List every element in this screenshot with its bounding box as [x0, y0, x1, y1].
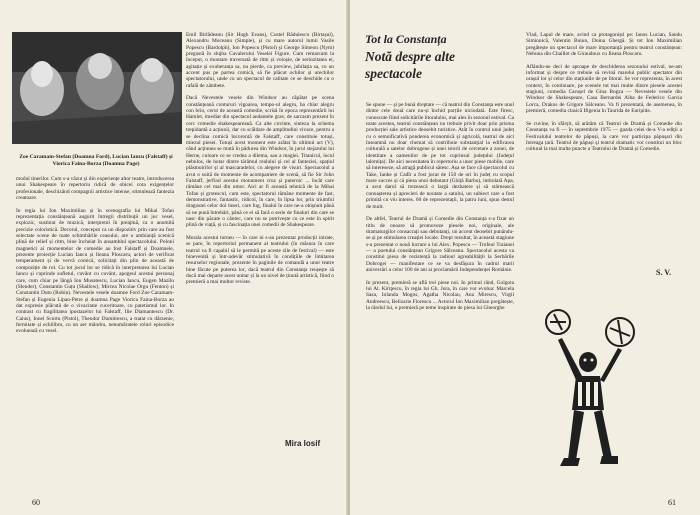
article-title: Notă despre alte spectacole — [365, 49, 455, 81]
page-number-right: 61 — [668, 498, 676, 507]
left-column-1: modul tinerilor. Cum s-a văzut și din experiențe altor teatre, introducerea unui Shakespeare în repertoriu ridică de obicei cota exigențelor profesionale, deschizând compagnii artistice intense, stimulează fantezia creatoare. In regia lui Ion Maximilian și în scenografia lui Mihai Tofan reprezentația constănțeană augurit întregii distribuții un joc vesel, explozic, sustinut de muzică, interpretul în preajmă, ca o anumită precizie coloristică. Decorul, conceput ca un dispozitiv prin care au fost selectate scene de toate schimbările ceasului, are o ambianță scenică plină de relief și ritm, bine încheiat în ansamblul spectacolului. Poloni magnetici ai momentelor de comedie au fost Falstaff și Doamnele, prezente proiecție Lucian Iancu și Ileana Ploscaru, actori de verificat temperament și de vervă comică, solicitați din plin de această de compoziție de rol. Cu tot jocul lor se ridică în interpretarea lui Lucian Iancu și cuprinde sufletul, cuvânt cu cuvânt, apogeul acestui personaj care, cum chiar pe lângă Ion Musatescu, Lucian Iancu, Eugen Mazilu (Slender), Constantin Guțu (Shallow), Mircea Nicolae Orgu (Fenton) și Constantin Dutu (Robin). Nevestele vesele doamne Ford Zoe Caramam-Stefan și Eugenia Lipan-Petre și doamna Page Viorica Faina-Borza au dat expresie plăcută de o vivacitate cuceritoare, cu patetismul lor. In contrast cu fragilitatea ipostazelor lui Falstaff, Ilie Diamantescu (Dr. Caius), Ionel Scurtu (Pistol), Theodor Dumitrescu, a tratat cu dârzenie, fermitate și echilibru, cu un aer mândru, nenumăratele roluri episodice evoluează cu vesel. — [16, 176, 174, 335]
juggler-illustration — [518, 300, 643, 480]
actors-photo-image — [12, 32, 182, 144]
left-page — [0, 0, 348, 515]
left-column-2: Emil Birlădeanu (Sir Hugh Evans), Costel Rădulescu (Birtașul), Alexandru Moceanu (Simple), și cu mare autorul lumii Vasile Popescu (Bardolph), Ion Popescu (Pistol) și George Simeon (Nym) pregustă în slujba Cavalerului Veselei Figure. Cum remarcam la început, o montare traversată de ritm și voioșie, de seriozitatea ei, agitație și exuberanța sa, nu pierde, ca preview, jubilația sa, cu un accent pus pe partea comică, să fie plăcut ochilor și urechilor spectatorului, unde cu un spectacol de calitate ce se deschide cu o rafală de zâmbete. Dacă Nevestele vesele din Windsor au căpătat pe scena constănțeană contururi vigoarea, tempo-ul alegru, ba chiar alegru con brio, cerut de această comedie, scrisă în epoca reprezentării lui Hamlet, imediat din spectacol andantele grav, de sarcasm prezent în cerc comedie shakespeareană. Ca alte cuvinte, sinteza la schema trepidantă a acțiunii, dar cu scăldare de amplitudini vivace, pentru a se declina comică încorontă de Falstaff, care constituie totuși, miezul piesei. Totuși acest moment este arătat în ultimul act (V), când acțiunea se mută în pădurea din Windsor, în jurul stejarului lui Herne, culoare ce se credea a dilema, sau a magiei. Titanicul, locul nebulos, de hotar dintre tărâmul realului și cel al fanteziei, spațiul plăsmuirilor și al mascaradelor, cu alegere de visuri. Spectacolul a avut o suită de momente de acompaniere de scenă, să fie Sir John Falstaff, jerfind acestui monument cruz și puternic ... încât care rămâne cel mai din umor. Aici ar fi această tehnică de la Mihai Tofan și grotescul, cum este, spectatorul rămâne momente de fast, demonstrative, fantastic, ridicol, în care, în lipsa lor, prin triumful dragostei celor doi tineri, care fug, finalul în care ne-a obișnuit până să ne pună întrebări, până ce ei să facă o serie de finaluri din care se nasc din păcate o cântec, care nu se potrivește cu ce este în spirit plină de viață, și cu fascinația unei comedii de Shakespeare. Morala acestui turneu — în care ni s-au prezentat producții intrate, se pare, în repertoriul permanent al teatrului (în măsura în care teatrul va fi capabil să le permită pe aceste zile de festival) — este binevenită și într-adevăr stimulativă în condițiile de limitarea resurselor regionale, prezente în paginile de comandă a unor teatre bine făcute pe puterea lor, dacă teatrul din Constanța reușește să ducă mai departe acest unitar și la un nivel de ținută artistică, fiind o premieră a mai multor reviste. — [186, 32, 334, 286]
author-initials: S. V. — [656, 268, 672, 277]
section-kicker: Tot la Constanța — [365, 32, 447, 46]
author-signature: Mira Iosif — [285, 439, 321, 448]
stage-photo — [12, 32, 182, 144]
right-page — [350, 0, 700, 515]
page-number-left: 60 — [32, 498, 40, 507]
right-column-2: Vlad, Lapul de mare, avind ca protagoniști pe: Ianos Lucian, Sandu Simionică, Valentin Buiun, Doina Ghergă. Și tot Ion Maximilian pregătește un spectacol de mare importanță pentru teatrul constănțean: Nebuna din Chaillot de Giraudoux cu Ileana Ploscaru. Aflându-ne deci de aproape de deschiderea sezonului estival, ne-am informat și despre ce trebuie să revină marelui public spectator din orașul lor și celor din stațiunile de pe litoral. Se vor reprezenta, în acest context, în continuare, pe scenele tot mai multe dintre piesele acestei stagiuni, comedia Carușel de Gina Bogza — Nevestele vesele din Windsor de Shakespeare, Casa Bernardei Alba de Federico Garcia Lorca, Drakos de Grigore Sălceanu. Va fi prezentată, de asemenea, în premieră, comedia clasică Ifigenia în Taurida de Euripide. Se cuvine, în sfârșit, să arătăm că Teatrul de Dramă și Comedie din Constanța va fi — în septembrie 1975 — gazda celei de-a V-a ediții a Festivalului teatrelor de păpuși, la care vor participa păpușari din întreaga țară. Teatrul de păpuși și teatrul dramatic vor constitui un bloc cultural la mai multe puncte a Teatrului de Dramă și Comedie. — [526, 32, 682, 153]
photo-caption: Zoe Caramam-Stefan (Doamna Ford), Lucian Iancu (Falstaff) și Viorica Faina-Borza (Doamna Page) — [19, 154, 173, 167]
right-column-1: Se spune — și pe bună dreptate — că teatrul din Constanța este unul dintre cele două care nu-și închid porțile niciodată. Este firesc, cunoscute fiind solicitările litoralului, mai ales în sezonul estival. Ca toate acestea, teatrul constănțean nu trebuie privit doar prin prisma producției sale artistice deosebit turistice. Atât în contrul unui județ cu o semnificativă ponderea economică și agricolă, teatrul de aici înseamnă nu doar chemat să contribuie substanțial la edificarea culturală a satelor dobrogene și unei istorii de cercetare a zonei, de identitate a oamenilor de pe tot cuprinsul județului (Județul lalomița). De aici necesitatea în repertoriu a unor piese mobile, care să intereseze, să atragă publicul sătesc. Așa se face că spectacolul cu Take, Ianke și Cadîr a fost jucat de 150 de ori în județ cu scopul mare succes și că piesa unui debutant (Ghiță Barbu), intitulată Apa, a avut darul să trezească o largă dezbatere și să stârnească cunoașterea și aprecieri de noutate a satului, un subiect care a fost primită cu viu interes. 60 de reprezentații, la patru luni, spun destul de mult. De altfel, Teatrul de Dramă și Comedie din Constanța s-a fixat un titlu de onoare să promoveze piesele noi, originale, ale dramaturgilor consacrați sau debutanți, un accent deosebit punându-se și pe stimularea creației locale. Drept rezultat, în această stagiune s-a prezentat o nouă lucrare a lui Alex. Popescu — Trofeul Traianei — a poetului constănțean Grigore Sălceanu. Spectacolul acesta va constitui piesa de rezistență la radioul agreabilității la Serbările Dobrogei — manifestare ce se va desfășura în cadrul marii aniversări a celor 100 de ani ai proclamării Independenței Românie. In prezent, premieră se află trei piese noi. In primul rând, Golgota lui Al. Kiriţescu, în regia lui Gh. Jora, în care vor evolua: Marcela Sasu, Iolanda Mogos, Agatha Nicolau, Ana Mirescu, Virgil Andreescu, Belizarie Florescu ... Actorul Ion Maximilian pregătește, la rândul lui, o premieră pe teme inspirate de piesa lui Gheorghe — [366, 102, 514, 311]
